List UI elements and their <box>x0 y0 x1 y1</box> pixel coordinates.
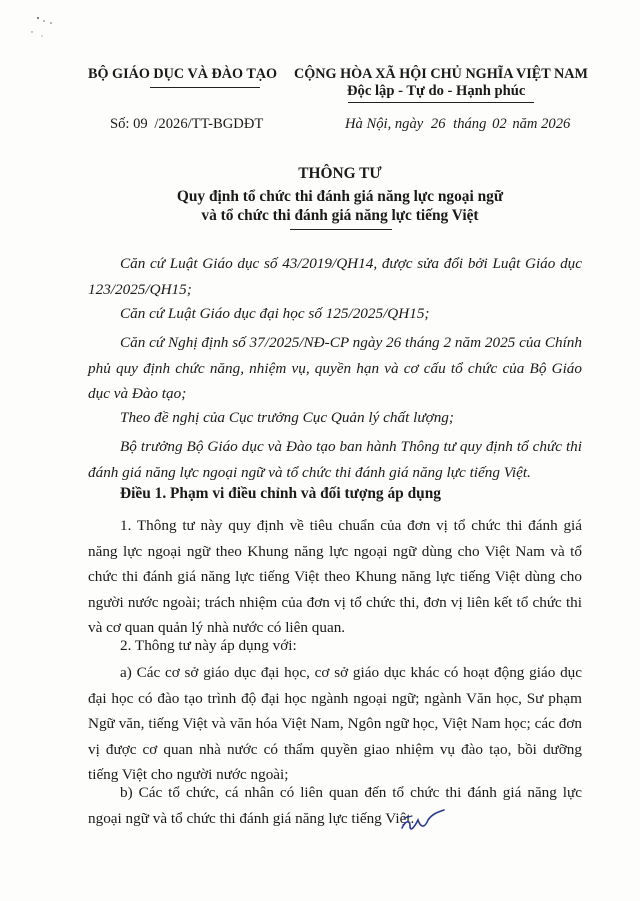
document-type: THÔNG TƯ <box>298 165 382 182</box>
national-motto: Độc lập - Tự do - Hạnh phúc <box>347 83 526 99</box>
republic-name: CỘNG HÒA XÃ HỘI CHỦ NGHĨA VIỆT NAM <box>294 66 588 82</box>
preamble-4: Theo đề nghị của Cục trưởng Cục Quản lý chất lượng; <box>120 409 454 426</box>
date-place: Hà Nội, ngày <box>345 116 424 132</box>
number-prefix: Số: <box>110 116 130 132</box>
number-value: 09 <box>133 116 148 132</box>
initial-signature-icon <box>398 806 448 838</box>
clause-1: 1. Thông tư này quy định về tiêu chuẩn của đơn vị tổ chức thi đánh giá năng lực ngoại ngữ theo Khung năng lực ngoại ngữ dùng cho Việt Nam và tổ chức thi đánh giá năng lực tiếng Việt theo Khung năng lực tiếng Việt dùng cho người nước ngoài; trách nhiệm của đơn vị tổ chức thi, đơn vị liên kết tổ chức thi và cơ quan quản lý nhà nước có liên quan. <box>88 517 582 636</box>
issue-date <box>345 116 570 133</box>
clause-2b: b) Các tổ chức, cá nhân có liên quan đến tổ chức thi đánh giá năng lực ngoại ngữ và tổ chức thi đánh giá năng lực tiếng Việt. <box>88 784 582 827</box>
preamble-5: Bộ trưởng Bộ Giáo dục và Đào tạo ban hành Thông tư quy định tổ chức thi đánh giá năng lực ngoại ngữ và tổ chức thi đánh giá năng lực tiếng Việt. <box>88 438 582 481</box>
ministry-name: BỘ GIÁO DỤC VÀ ĐÀO TẠO <box>88 66 278 82</box>
scan-specks-icon <box>28 12 68 42</box>
document-number <box>110 116 263 133</box>
motto-underline <box>348 102 534 103</box>
ministry-underline <box>150 87 260 88</box>
preamble-1: Căn cứ Luật Giáo dục số 43/2019/QH14, được sửa đổi bởi Luật Giáo dục 123/2025/QH15; <box>88 255 582 298</box>
preamble-2: Căn cứ Luật Giáo dục đại học số 125/2025/QH15; <box>120 305 430 322</box>
article-1-heading: Điều 1. Phạm vi điều chỉnh và đối tượng áp dụng <box>120 485 441 502</box>
title-underline <box>290 229 392 230</box>
preamble-3: Căn cứ Nghị định số 37/2025/NĐ-CP ngày 26 tháng 2 năm 2025 của Chính phủ quy định chức năng, nhiệm vụ, quyền hạn và cơ cấu tổ chức của Bộ Giáo dục và Đào tạo; <box>88 334 582 402</box>
date-day: 26 <box>430 116 446 132</box>
number-suffix: /2026/TT-BGDĐT <box>154 116 264 132</box>
date-year: năm 2026 <box>512 116 571 132</box>
clause-2a: a) Các cơ sở giáo dục đại học, cơ sở giáo dục khác có hoạt động giáo dục đại học có đào tạo trình độ đại học ngành ngoại ngữ; ngành Văn học, Sư phạm Ngữ văn, tiếng Việt và văn hóa Việt Nam, Ngôn ngữ học, Việt Nam học; các đơn vị được cơ quan nhà nước có thẩm quyền giao nhiệm vụ đào tạo, bồi dưỡng tiếng Việt cho người nước ngoài; <box>88 664 582 783</box>
subject-line-1: Quy định tổ chức thi đánh giá năng lực ngoại ngữ <box>176 188 504 205</box>
subject-line-2: và tổ chức thi đánh giá năng lực tiếng Việt <box>201 207 479 224</box>
date-month-word: tháng <box>453 116 487 132</box>
date-month: 02 <box>492 116 507 132</box>
clause-2: 2. Thông tư này áp dụng với: <box>120 637 297 654</box>
